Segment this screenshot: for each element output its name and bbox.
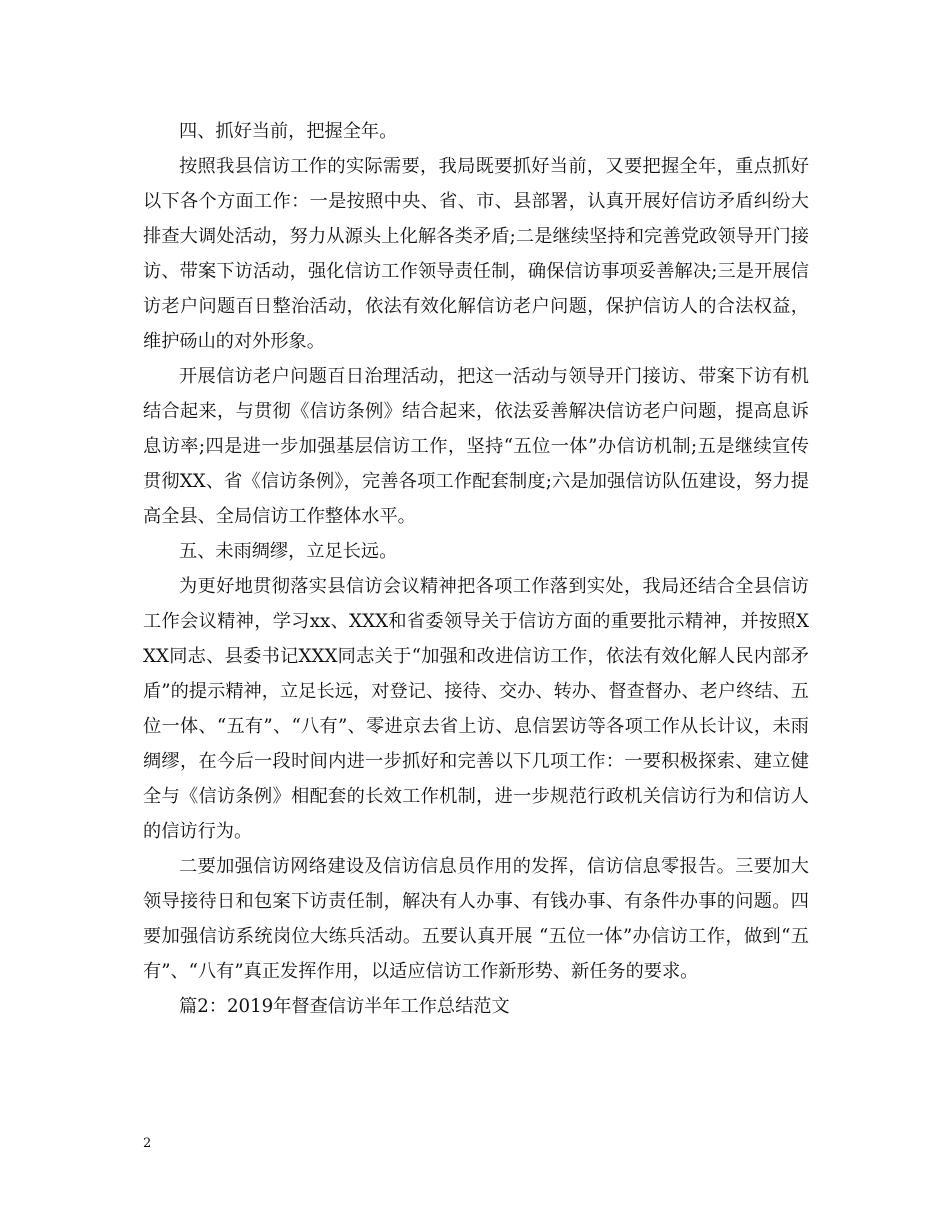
- body-paragraph: 按照我县信访工作的实际需要，我局既要抓好当前，又要把握全年，重点抓好以下各个方面工作：一是按照中央、省、市、县部署，认真开展好信访矛盾纠纷大排查大调处活动，努力从源头上化解各类矛盾;二是继续坚持和完善党政领导开门接访、带案下访活动，强化信访工作领导责任制，确保信访事项妥善解决;三是开展信访老户问题百日整治活动，依法有效化解信访老户问题，保护信访人的合法权益，维护砀山的对外形象。: [143, 156, 809, 352]
- document-body: [143, 114, 809, 1024]
- body-paragraph: 二要加强信访网络建设及信访信息员作用的发挥，信访信息零报告。三要加大领导接待日和包案下访责任制，解决有人办事、有钱办事、有条件办事的问题。四要加强信访系统岗位大练兵活动。五要认真开展 “五位一体”办信访工作，做到“五有”、“八有”真正发挥作用，以适应信访工作新形势、新任务的要求。: [143, 856, 809, 982]
- section-heading-five: 五、未雨绸缪，立足长远。: [179, 541, 398, 562]
- page-number: 2: [143, 1136, 152, 1151]
- body-paragraph: 开展信访老户问题百日治理活动，把这一活动与领导开门接访、带案下访有机结合起来，与贯彻《信访条例》结合起来，依法妥善解决信访老户问题，提高息诉息访率;四是进一步加强基层信访工作，坚持“五位一体”办信访机制;五是继续宣传贯彻XX、省《信访条例》，完善各项工作配套制度;六是加强信访队伍建设，努力提高全县、全局信访工作整体水平。: [143, 366, 809, 527]
- article-title: 篇2：2019年督查信访半年工作总结范文: [179, 996, 510, 1017]
- section-heading-four: 四、抓好当前，把握全年。: [179, 121, 398, 142]
- body-paragraph: 为更好地贯彻落实县信访会议精神把各项工作落到实处，我局还结合全县信访工作会议精神，学习xx、XXX和省委领导关于信访方面的重要批示精神，并按照XXX同志、县委书记XXX同志关于“加强和改进信访工作，依法有效化解人民内部矛盾”的提示精神，立足长远，对登记、接待、交办、转办、督查督办、老户终结、五位一体、“五有”、“八有”、零进京去省上访、息信罢访等各项工作从长计议，未雨绸缪，在今后一段时间内进一步抓好和完善以下几项工作：一要积极探索、建立健全与《信访条例》相配套的长效工作机制，进一步规范行政机关信访行为和信访人的信访行为。: [143, 576, 809, 842]
